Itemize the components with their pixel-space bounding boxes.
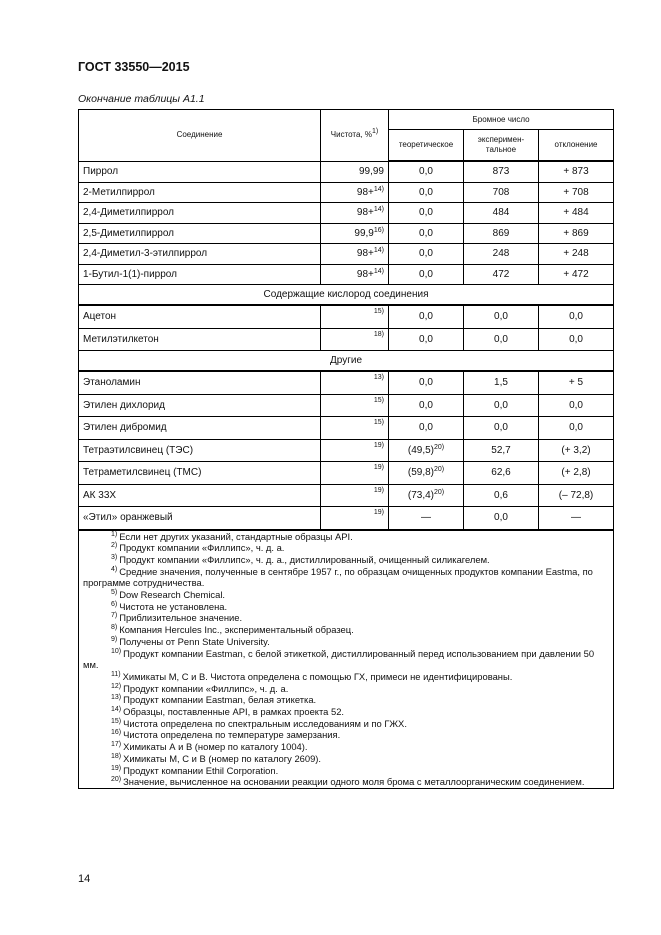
table-row [79, 182, 614, 203]
deviation-cell: + 472 [539, 264, 614, 285]
deviation-cell: 0,0 [539, 328, 614, 351]
compound-cell: Метилэтилкетон [79, 328, 321, 351]
footnote: $^{6)}$ Чистота не установлена. [111, 600, 228, 612]
section-heading-other: Другие [79, 351, 614, 372]
footnote: $^{5)}$ Dow Research Chemical. [111, 589, 226, 601]
table-caption: Окончание таблицы А1.1 [78, 93, 205, 105]
experimental-cell: 869 [464, 223, 539, 244]
footnote: $^{14)}$ Образцы, поставленные API, в рамках проекта 52. [111, 706, 345, 718]
compound-cell: Этилен дихлорид [79, 394, 321, 417]
footnote: $^{18)}$ Химикаты М, С и В (номер по каталогу 2609). [111, 752, 322, 764]
table-row [79, 244, 614, 265]
deviation-header: отклонение [539, 130, 614, 162]
experimental-cell: 0,0 [464, 305, 539, 328]
compound-cell: Тетраэтилсвинец (ТЭС) [79, 439, 321, 462]
purity-cell: 19) [321, 462, 389, 485]
purity-cell: 98+$^{14)}$ [321, 203, 389, 224]
deviation-cell: (+ 2,8) [539, 462, 614, 485]
compound-cell: 2,5-Диметилпиррол [79, 223, 321, 244]
purity-cell: 18) [321, 328, 389, 351]
footnote: $^{13)}$ Продукт компании Eastman, белая этикетка. [111, 694, 317, 706]
compound-cell: Этаноламин [79, 371, 321, 394]
bromine-number-table [78, 109, 614, 789]
compound-cell: 2,4-Диметил-3-этилпиррол [79, 244, 321, 265]
compound-cell: 2,4-Диметилпиррол [79, 203, 321, 224]
theoretical-cell: 0,0 [389, 182, 464, 203]
experimental-cell: 0,6 [464, 484, 539, 507]
experimental-cell: 708 [464, 182, 539, 203]
theoretical-cell: 0,0 [389, 305, 464, 328]
compound-cell: 2-Метилпиррол [79, 182, 321, 203]
document-header: ГОСТ 33550—2015 [78, 60, 190, 74]
purity-cell: 19) [321, 484, 389, 507]
experimental-cell: 472 [464, 264, 539, 285]
experimental-cell: 0,0 [464, 394, 539, 417]
purity-cell: 98+$^{14)}$ [321, 182, 389, 203]
deviation-cell: (– 72,8) [539, 484, 614, 507]
table-row [79, 394, 614, 417]
table-row [79, 417, 614, 440]
experimental-cell: 0,0 [464, 507, 539, 530]
deviation-cell: 0,0 [539, 394, 614, 417]
experimental-cell: 248 [464, 244, 539, 265]
compound-cell: АК 33Х [79, 484, 321, 507]
theoretical-cell: 0,0 [389, 417, 464, 440]
experimental-cell: 62,6 [464, 462, 539, 485]
footnote: $^{8)}$ Компания Hercules Inc., экспериментальный образец. [111, 624, 354, 636]
experimental-cell: 52,7 [464, 439, 539, 462]
table-row [79, 264, 614, 285]
purity-cell: 15) [321, 305, 389, 328]
table-row [79, 203, 614, 224]
compound-cell: Этилен дибромид [79, 417, 321, 440]
compound-header: Соединение [79, 110, 321, 162]
table-row [79, 223, 614, 244]
footnote: $^{10)}$ Продукт компании Eastman, с белой этикеткой, дистиллированный перед использованием при давлении 50 мм. [83, 647, 595, 671]
footnote: $^{19)}$ Продукт компании Ethil Corporation. [111, 764, 279, 776]
footnote: $^{20)}$ Значение, вычисленное на основании реакции одного моля брома с металлоорганическим соединением. [111, 776, 585, 788]
footnote: $^{4)}$ Средние значения, полученные в сентябре 1957 г., по образцам очищенных продуктов компании Eastma, по программе сотрудничества. [83, 565, 593, 589]
experimental-cell: 484 [464, 203, 539, 224]
table-row [79, 328, 614, 351]
purity-cell: 99,99 [321, 161, 389, 182]
purity-cell: 98+$^{14)}$ [321, 264, 389, 285]
table-row [79, 371, 614, 394]
section-row [79, 285, 614, 306]
theoretical-cell: — [389, 507, 464, 530]
footnote: $^{12)}$ Продукт компании «Филлипс», ч. д. а. [111, 682, 289, 694]
bromine-number-header: Бромное число [389, 110, 614, 130]
deviation-cell: + 484 [539, 203, 614, 224]
compound-cell: 1-Бутил-1(1)-пиррол [79, 264, 321, 285]
experimental-cell: 0,0 [464, 417, 539, 440]
theoretical-cell: 0,0 [389, 371, 464, 394]
deviation-cell: 0,0 [539, 417, 614, 440]
table-row [79, 462, 614, 485]
purity-cell: 19) [321, 439, 389, 462]
deviation-cell: + 708 [539, 182, 614, 203]
table-row [79, 484, 614, 507]
purity-cell: 98+$^{14)}$ [321, 244, 389, 265]
theoretical-cell: $(49,5)^{20)}$ [389, 439, 464, 462]
purity-cell: 15) [321, 417, 389, 440]
footnote: $^{15)}$ Чистота определена по спектральным исследованиям и по ГЖХ. [111, 717, 407, 729]
theoretical-header: теоретическое [389, 130, 464, 162]
compound-cell: Пиррол [79, 161, 321, 182]
deviation-cell: + 873 [539, 161, 614, 182]
footnote: $^{1)}$ Если нет других указаний, стандартные образцы API. [111, 530, 353, 542]
experimental-cell: 0,0 [464, 328, 539, 351]
footnotes-row [79, 530, 614, 789]
theoretical-cell: 0,0 [389, 264, 464, 285]
purity-cell: 99,9$^{16)}$ [321, 223, 389, 244]
theoretical-cell: $(59,8)^{20)}$ [389, 462, 464, 485]
deviation-cell: — [539, 507, 614, 530]
footnotes [79, 530, 614, 789]
footnote: $^{7)}$ Приблизительное значение. [111, 612, 243, 624]
footnote: $^{3)}$ Продукт компании «Филлипс», ч. д. а., дистиллированный, очищенный силикагелем. [111, 553, 490, 565]
footnote: $^{17)}$ Химикаты А и В (номер по каталогу 1004). [111, 741, 308, 753]
theoretical-cell: 0,0 [389, 161, 464, 182]
table-row [79, 507, 614, 530]
experimental-cell: 1,5 [464, 371, 539, 394]
page-number: 14 [78, 873, 91, 885]
footnote: $^{9)}$ Получены от Penn State University. [111, 635, 270, 647]
theoretical-cell: 0,0 [389, 244, 464, 265]
experimental-cell: 873 [464, 161, 539, 182]
deviation-cell: (+ 3,2) [539, 439, 614, 462]
deviation-cell: + 248 [539, 244, 614, 265]
purity-cell: 15) [321, 394, 389, 417]
theoretical-cell: $(73,4)^{20)}$ [389, 484, 464, 507]
theoretical-cell: 0,0 [389, 223, 464, 244]
table-row [79, 305, 614, 328]
deviation-cell: 0,0 [539, 305, 614, 328]
theoretical-cell: 0,0 [389, 394, 464, 417]
compound-cell: «Этил» оранжевый [79, 507, 321, 530]
purity-header: Чистота, %$^{1)}$ [321, 110, 389, 162]
section-row [79, 351, 614, 372]
footnote: $^{2)}$ Продукт компании «Филлипс», ч. д. а. [111, 542, 285, 554]
table-row [79, 439, 614, 462]
deviation-cell: + 869 [539, 223, 614, 244]
purity-cell: 19) [321, 507, 389, 530]
theoretical-cell: 0,0 [389, 203, 464, 224]
footnote: $^{16)}$ Чистота определена по температуре замерзания. [111, 729, 341, 741]
compound-cell: Тетраметилсвинец (ТМС) [79, 462, 321, 485]
deviation-cell: + 5 [539, 371, 614, 394]
table-row [79, 161, 614, 182]
purity-cell: 13) [321, 371, 389, 394]
theoretical-cell: 0,0 [389, 328, 464, 351]
compound-cell: Ацетон [79, 305, 321, 328]
experimental-header: эксперимен- тальное [464, 130, 539, 162]
footnote: $^{11)}$ Химикаты М, С и В. Чистота определена с помощью ГХ, примеси не идентифицированы. [111, 670, 513, 682]
section-heading-oxygen: Содержащие кислород соединения [79, 285, 614, 306]
